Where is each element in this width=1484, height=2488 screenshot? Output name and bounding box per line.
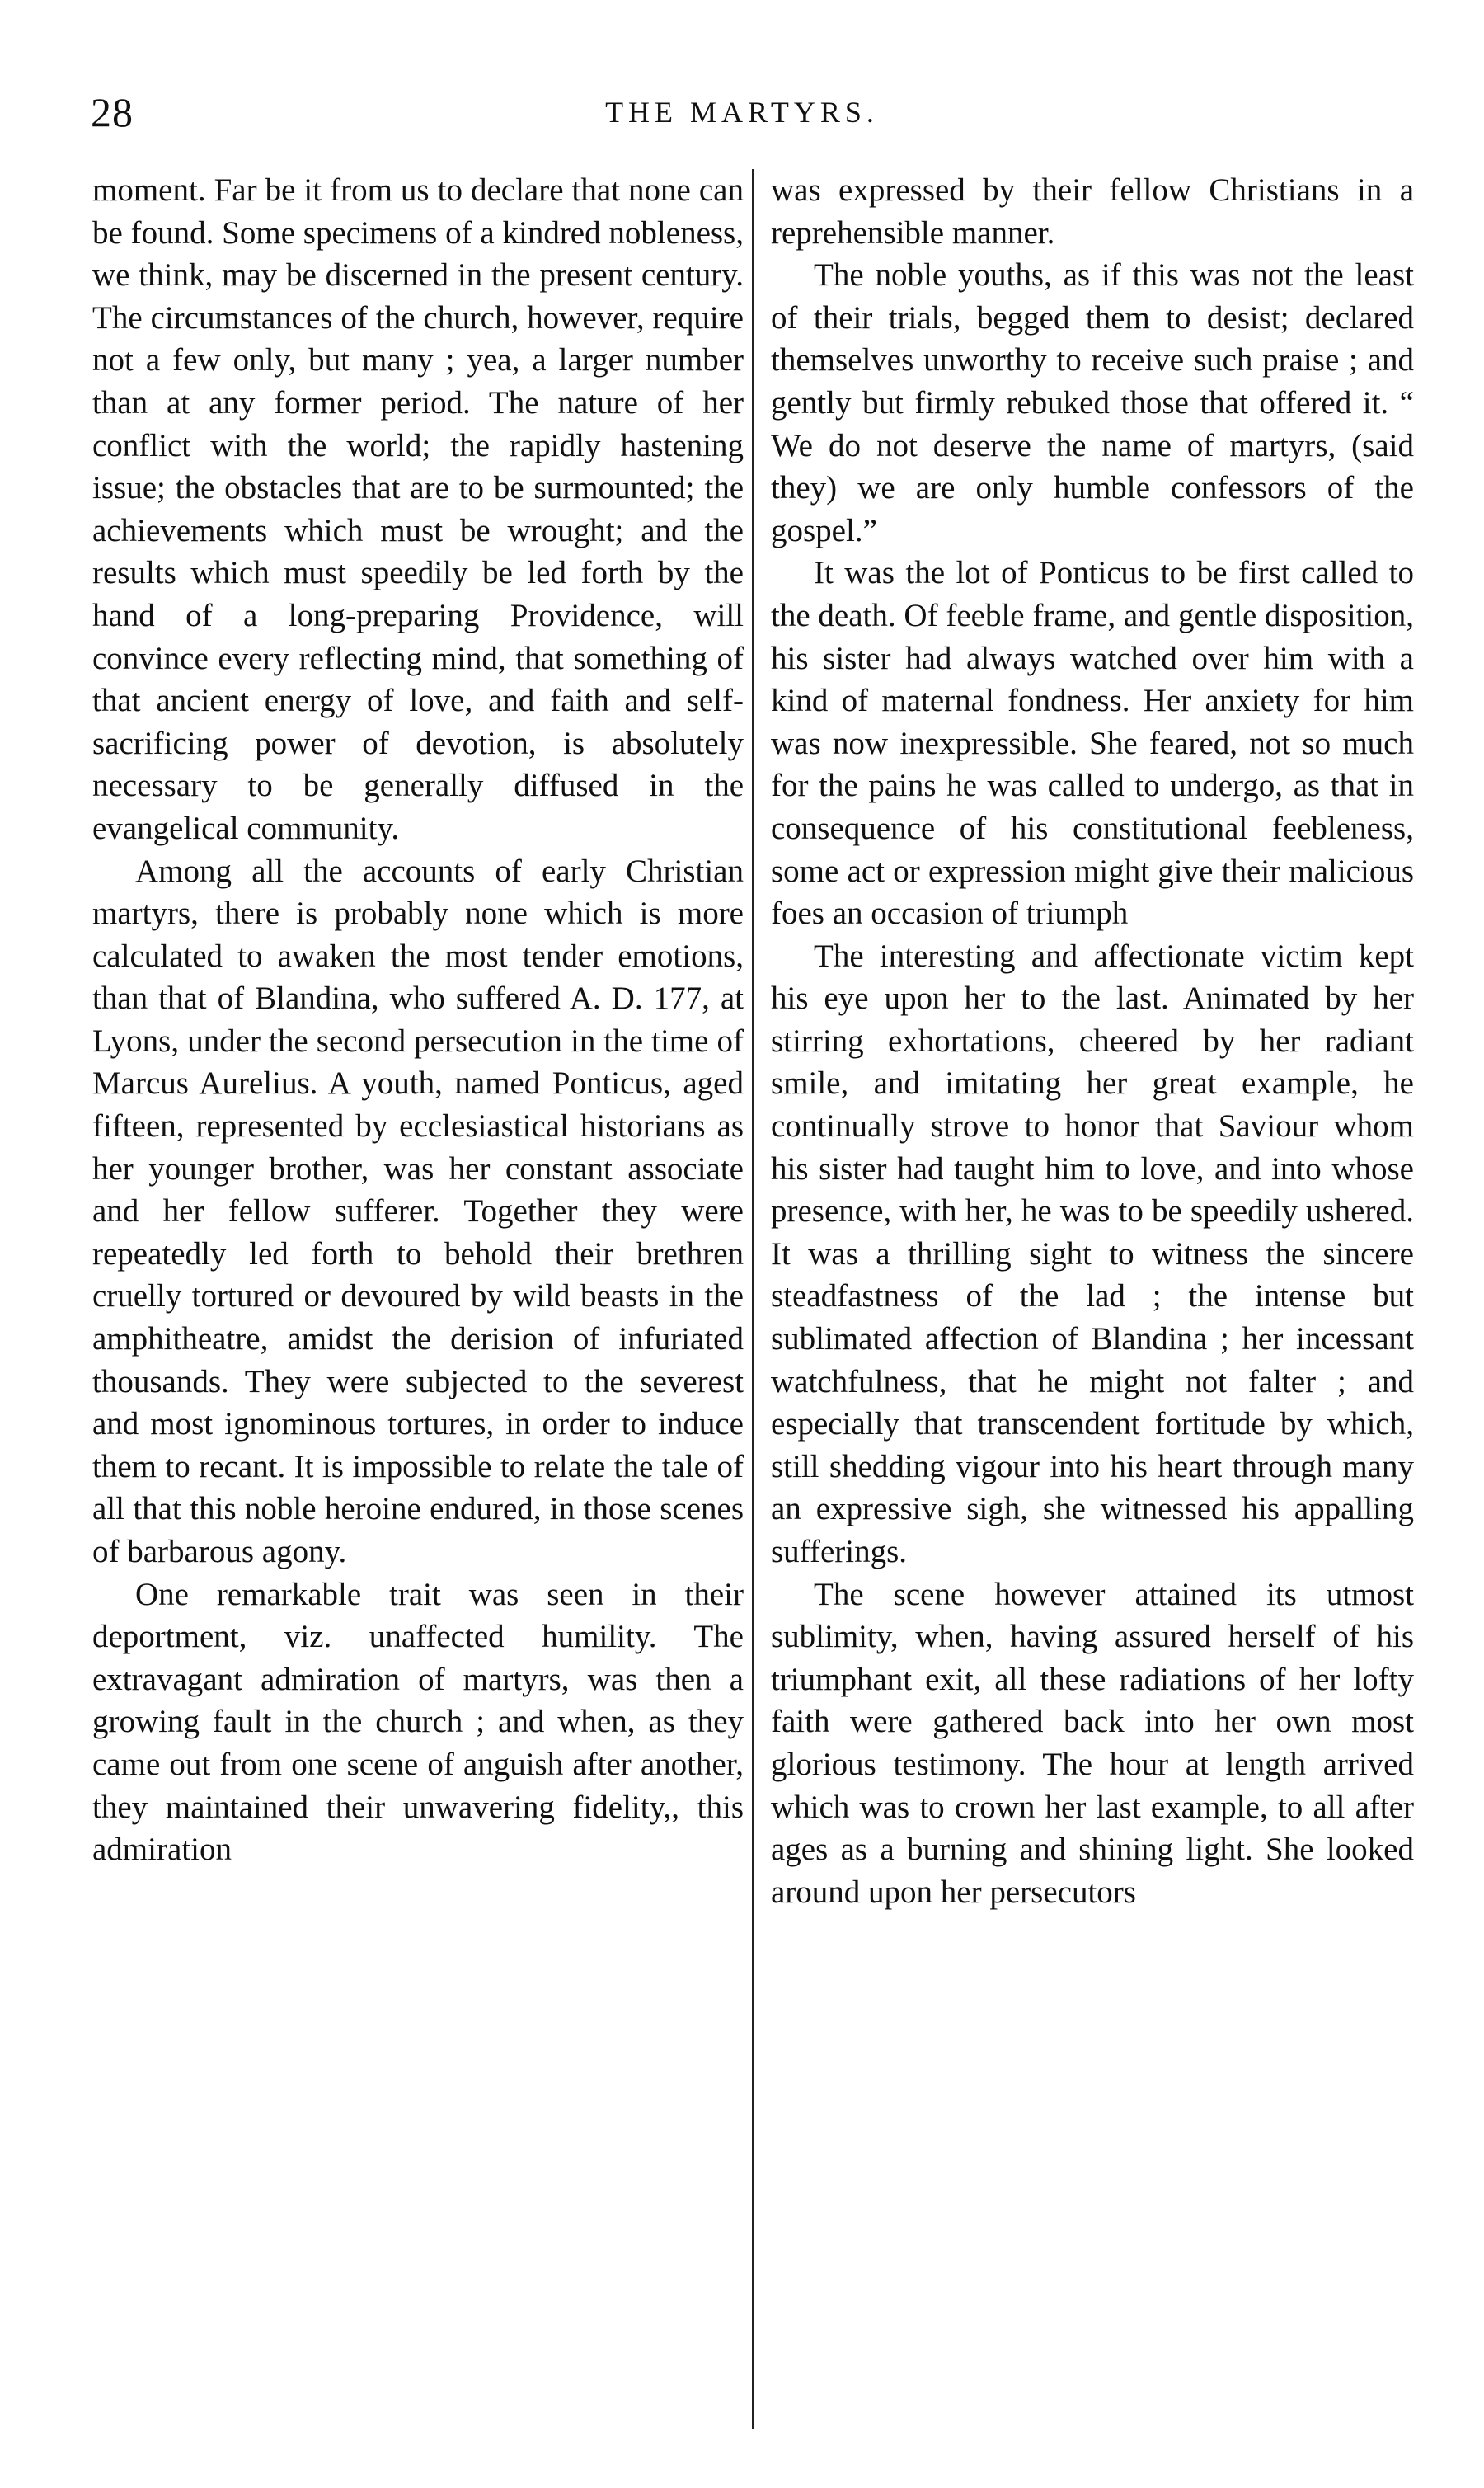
left-paragraph-2: Among all the accounts of early Christian martyrs, there is probably none which is more calculated to awaken the most tender emotions, than that of Blandina, who suffered A. D. 177, at Lyons, under the second persecution in the time of Marcus Aurelius. A youth, named Ponticus, aged fifteen, represented by ecclesiastical historians as her younger brother, was her constant associate and her fellow sufferer. Together they were repeatedly led forth to behold their brethren cruelly tortured or devoured by wild beasts in the amphitheatre, amidst the derision of infuriated thousands. They were subjected to the severest and most ignominous tortures, in order to induce them to recant. It is impossible to relate the tale of all that this noble heroine endured, in those scenes of barbarous agony.	[92, 853, 744, 1569]
right-paragraph-5: The scene however attained its utmost sublimity, when, having assured herself of his triumphant exit, all these radiations of her lofty faith were gathered back into her own most glorious testimony. The hour at length arrived which was to crown her last example, to all after ages as a burning and shining light. She looked around upon her persecutors	[771, 1576, 1414, 1910]
left-column	[92, 169, 744, 1871]
right-paragraph-3: It was the lot of Ponticus to be first called to the death. Of feeble frame, and gentle disposition, his sister had always watched over him with a kind of maternal fondness. Her anxiety for him was now inexpressible. She feared, not so much for the pains he was called to undergo, as that in consequence of his constitutional feebleness, some act or expression might give their malicious foes an occasion of triumph	[771, 555, 1414, 932]
page-number: 28	[91, 89, 134, 135]
right-paragraph-2: The noble youths, as if this was not the least of their trials, begged them to desist; declared themselves unworthy to receive such praise ; and gently but firmly rebuked those that offered it. “ We do not deserve the name of martyrs, (said they) we are only humble confessors of the gospel.”	[771, 257, 1414, 548]
left-paragraph-1: moment. Far be it from us to declare that none can be found. Some specimens of a kindred nobleness, we think, may be discerned in the present century. The circumstances of the church, however, require not a few only, but many ; yea, a larger number than at any former period. The nature of her conflict with the world; the rapidly hastening issue; the obstacles that are to be surmounted; the achievements which must be wrought; and the results which must speedily be led forth by the hand of a long-preparing Providence, will convince every reflecting mind, that something of that ancient energy of love, and faith and self-sacrificing power of devotion, is absolutely necessary to be generally diffused in the evangelical community.	[92, 172, 744, 846]
right-paragraph-4: The interesting and affectionate victim kept his eye upon her to the last. Animated by her stirring exhortations, cheered by her radiant smile, and imitating her great example, he continually strove to honor that Saviour whom his sister had taught him to love, and into whose presence, with her, he was to be speedily ushered. It was a thrilling sight to witness the sincere steadfastness of the lad ; the intense but sublimated affection of Blandina ; her incessant watchfulness, that he might not falter ; and especially that transcendent fortitude by which, still shedding vigour into his heart through many an expressive sigh, she witnessed his appalling sufferings.	[771, 938, 1414, 1569]
left-paragraph-3: One remarkable trait was seen in their deportment, viz. unaffected humility. The extravagant admiration of martyrs, was then a growing fault in the church ; and when, as they came out from one scene of anguish after another, they maintained their unwavering fidelity,, this admiration	[92, 1576, 744, 1868]
right-column	[771, 169, 1414, 1913]
page-header	[91, 79, 1393, 145]
right-paragraph-1: was expressed by their fellow Christians in a reprehensible manner.	[771, 172, 1414, 251]
column-divider	[752, 169, 754, 2429]
running-head: THE MARTYRS.	[605, 96, 879, 129]
